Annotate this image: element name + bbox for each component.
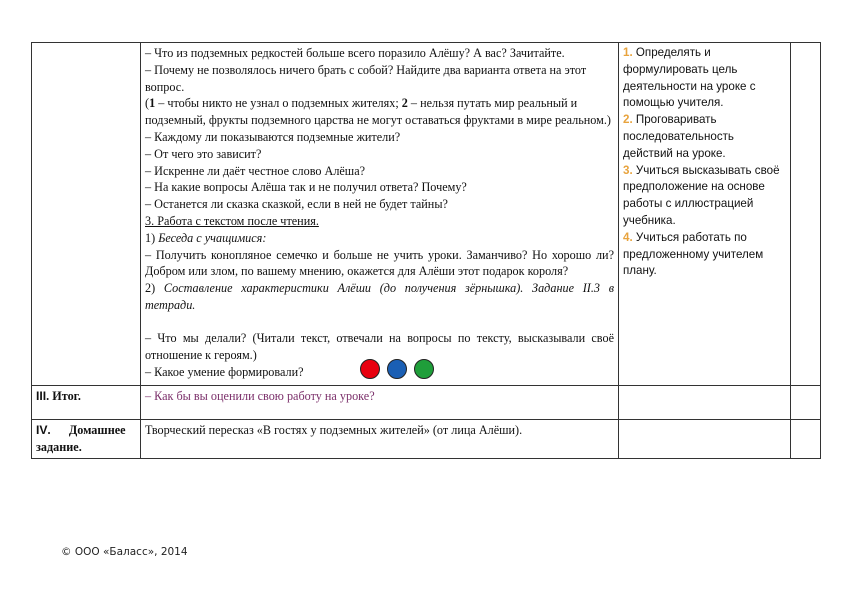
table-row (32, 420, 821, 459)
question-line: – От чего это зависит? (145, 146, 262, 161)
activity-cell (141, 43, 619, 386)
skill-question-line: – Какое умение формировали? (145, 363, 614, 383)
stage-cell-summary: III. Итог. (32, 386, 141, 420)
question-line: – Искренне ли даёт честное слово Алёша? (145, 163, 366, 178)
red-dot-icon[interactable] (360, 359, 380, 379)
notes-cell (791, 386, 821, 420)
table-row (32, 386, 821, 420)
homework-task-cell: Творческий пересказ «В гостях у подземных жителей» (от лица Алёши). (141, 420, 619, 459)
question-line: – Почему не позволялось ничего брать с собой? Найдите два варианта ответа на этот вопрос. (145, 62, 587, 94)
section-title: 3. Работа с текстом после чтения. (145, 213, 319, 228)
lesson-plan-table (31, 42, 821, 459)
answer-variants: (1 – чтобы никто не узнал о подземных жителях; 2 – нельзя путать мир реальный и подземный, фрукты подземного царства не могут оставаться фруктами в мире реальном.) (145, 96, 611, 128)
question-line: – На какие вопросы Алёша так и не получил ответа? Почему? (145, 180, 467, 195)
item-2-heading: 2) Составление характеристики Алёши (до получения зёрнышка). Задание II.3 в тетради. (145, 281, 614, 312)
goal-item: 4. Учиться работать по предложенному учителем плану. (623, 230, 764, 278)
reflection-question: – Что мы делали? (Читали текст, отвечали на вопросы по тексту, высказывали своё отношение к героям.) (145, 330, 614, 362)
goals-cell-empty (619, 420, 791, 459)
green-dot-icon[interactable] (414, 359, 434, 379)
goal-item: 3. Учиться высказывать своё предположение на основе работы с иллюстрацией учебника. (623, 163, 780, 227)
item-1-question: – Получить конопляное семечко и больше не учить уроки. Заманчиво? Но хорошо ли? Добром или злом, по вашему мнению, окажется для Алёши этот подарок короля? (145, 247, 614, 279)
goals-cell-empty (619, 386, 791, 420)
table-row (32, 43, 821, 386)
goal-item: 2. Проговаривать последовательность действий на уроке. (623, 113, 734, 160)
goals-cell (619, 43, 791, 386)
stage-cell-homework: IV. Домашнее задание. (32, 420, 141, 459)
copyright-footer: © ООО «Баласс», 2014 (61, 546, 188, 558)
spacer (145, 314, 614, 330)
question-line: – Что из подземных редкостей больше всего поразило Алёшу? А вас? Зачитайте. (145, 46, 565, 60)
blue-dot-icon[interactable] (387, 359, 407, 379)
item-1-heading: 1) Беседа с учащимися: (145, 230, 267, 245)
goal-item: 1. Определять и формулировать цель деятельности на уроке с помощью учителя. (623, 46, 756, 110)
traffic-dots (360, 359, 441, 379)
stage-cell-empty (32, 43, 141, 386)
notes-cell (791, 43, 821, 386)
summary-question-cell: – Как бы вы оценили свою работу на уроке? (141, 386, 619, 420)
question-line: – Каждому ли показываются подземные жители? (145, 129, 401, 144)
notes-cell (791, 420, 821, 459)
question-line: – Останется ли сказка сказкой, если в ней не будет тайны? (145, 197, 448, 212)
